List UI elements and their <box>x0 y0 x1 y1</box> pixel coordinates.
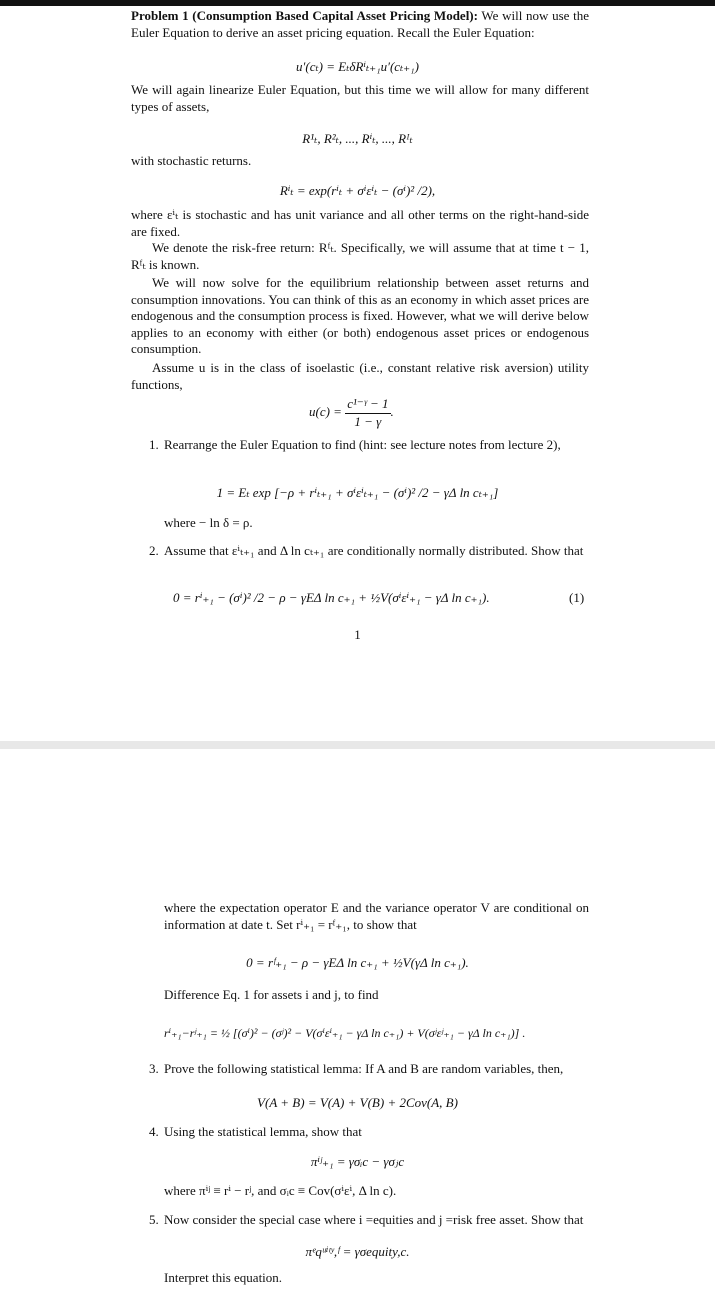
euler-equation: u′(cₜ) = EₜδRⁱₜ₊₁u′(cₜ₊₁) <box>296 59 419 74</box>
isoelastic-paragraph: Assume u is in the class of isoelastic (i.e., constant relative risk aversion) utility functions, <box>131 360 589 392</box>
equilibrium-paragraph: We will now solve for the equilibrium relationship between asset returns and consumption innovations. You can think of this as an economy in which asset prices are endogenous and the consumption process is fixed. However, what we will derive below applies to an economy with either (or both) endogenous asset prices or endogenous consumption. <box>131 275 589 356</box>
utility-denominator: 1 − γ <box>354 413 382 429</box>
item-5-text: Now consider the special case where i =equities and j =risk free asset. Show that <box>164 1212 584 1227</box>
return-equation: Rⁱₜ = exp(rⁱₜ + σⁱεⁱₜ − (σⁱ)² /2), <box>279 183 436 198</box>
equation-1-tag: (1) <box>569 590 585 605</box>
document-page-1 <box>0 6 715 741</box>
lemma-equation: V(A + B) = V(A) + V(B) + 2Cov(A, B) <box>257 1095 458 1110</box>
intro-text: We will now use the Euler Equation to derive an asset pricing equation. Recall the Euler Equation: <box>131 8 589 40</box>
item-5-equation: πᵉqᵘⁱᵗʸ,ᶠ = γσequity,c. <box>305 1244 410 1259</box>
item-1-equation: 1 = Eₜ exp [−ρ + rⁱₜ₊₁ + σⁱεⁱₜ₊₁ − (σⁱ)² /2 − γΔ ln cₜ₊₁] <box>216 485 499 500</box>
item-2-number: 2. <box>149 543 159 558</box>
linearize-paragraph: We will again linearize Euler Equation, but this time we will allow for many different types of assets, <box>131 82 589 114</box>
item-3-number: 3. <box>149 1061 159 1076</box>
problem-intro <box>131 8 589 41</box>
utility-lhs: u(c) = <box>309 403 342 419</box>
operators-paragraph: where the expectation operator E and the variance operator V are conditional on information at date t. Set rⁱ₊₁ = rᶠ₊₁, to show that <box>164 900 589 932</box>
page-separator <box>0 741 715 749</box>
difference-equation: rⁱ₊₁−rʲ₊₁ = ½ [(σⁱ)² − (σʲ)² − V(σⁱεⁱ₊₁ − γΔ ln c₊₁) + V(σʲεʲ₊₁ − γΔ ln c₊₁)] . <box>164 1026 526 1040</box>
item-1-number: 1. <box>149 437 159 452</box>
problem-title: Problem 1 (Consumption Based Capital Asset Pricing Model): <box>131 8 478 23</box>
item-4-equation: πⁱʲ₊₁ = γσᵢc − γσⱼc <box>310 1154 405 1169</box>
riskfree-equation: 0 = rᶠ₊₁ − ρ − γEΔ ln c₊₁ + ½V(γΔ ln c₊₁). <box>246 955 469 970</box>
assets-equation: R¹ₜ, R²ₜ, ..., Rⁱₜ, ..., Rᴵₜ <box>302 131 413 146</box>
riskfree-paragraph: We denote the risk-free return: Rᶠₜ. Specifically, we will assume that at time t − 1, Rᶠₜ is known. <box>131 240 589 272</box>
item-5-number: 5. <box>149 1212 159 1227</box>
item-4-number: 4. <box>149 1124 159 1139</box>
utility-fraction <box>345 396 390 430</box>
item-2-equation: 0 = rⁱ₊₁ − (σⁱ)² /2 − ρ − γEΔ ln c₊₁ + ½V(σⁱεⁱ₊₁ − γΔ ln c₊₁). <box>173 590 490 605</box>
item-1-text: Rearrange the Euler Equation to find (hint: see lecture notes from lecture 2), <box>164 437 561 452</box>
stochastic-returns-text: with stochastic returns. <box>131 153 252 168</box>
epsilon-paragraph: where εⁱₜ is stochastic and has unit variance and all other terms on the right-hand-side are fixed. <box>131 207 589 239</box>
difference-paragraph: Difference Eq. 1 for assets i and j, to find <box>164 987 379 1002</box>
item-1-where: where − ln δ = ρ. <box>164 515 253 530</box>
item-4-text: Using the statistical lemma, show that <box>164 1124 362 1139</box>
utility-equation: u(c) = $\frac{\text{c¹⁻ᵞ − 1}}{1 - \gamma}$ . <box>309 396 394 429</box>
document-page-2 <box>0 749 715 1293</box>
item-2-text: Assume that εⁱₜ₊₁ and Δ ln cₜ₊₁ are conditionally normally distributed. Show that <box>164 543 584 558</box>
page-number: 1 <box>354 627 361 642</box>
item-3-text: Prove the following statistical lemma: If A and B are random variables, then, <box>164 1061 564 1076</box>
utility-numerator: c¹⁻ᵞ − 1 <box>345 396 390 414</box>
item-4-where: where πⁱʲ ≡ rⁱ − rʲ, and σᵢc ≡ Cov(σⁱεⁱ, Δ ln c). <box>164 1183 397 1198</box>
item-5-interpret: Interpret this equation. <box>164 1270 283 1285</box>
